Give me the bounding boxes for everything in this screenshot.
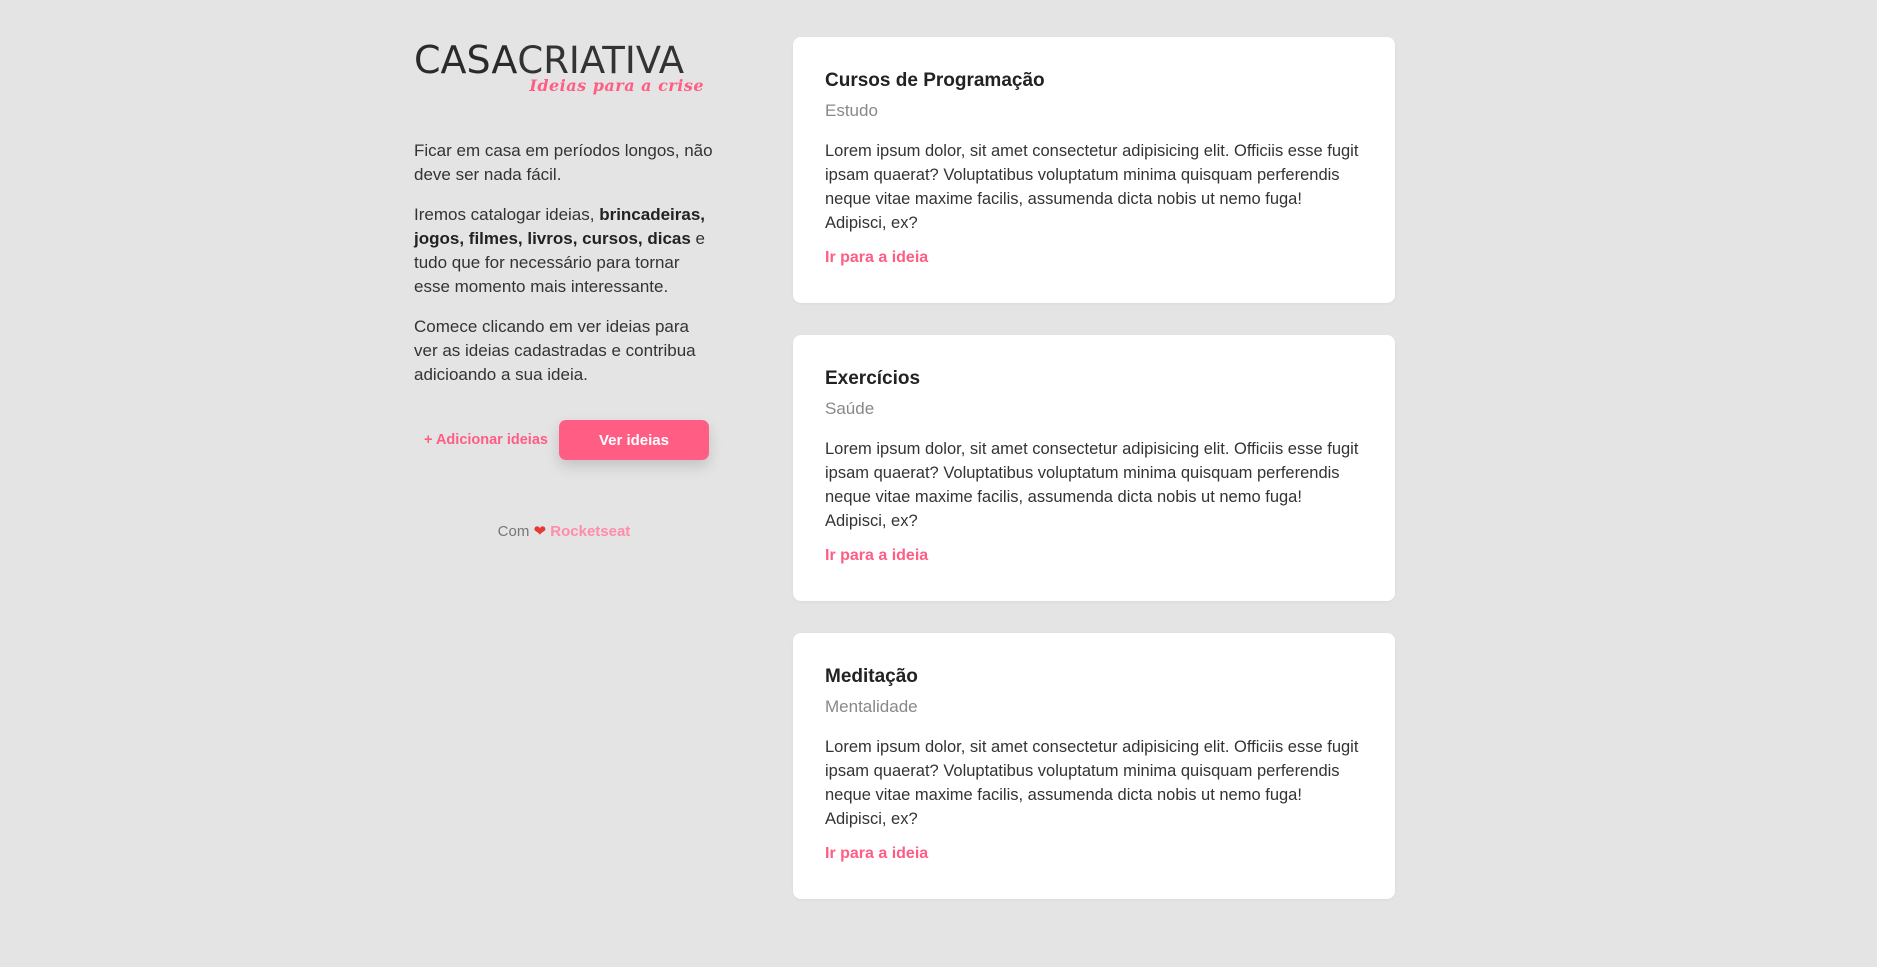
idea-category: Mentalidade [825, 697, 918, 716]
idea-title: Meditação [825, 666, 918, 687]
actions [424, 420, 714, 460]
add-idea-link[interactable]: + Adicionar ideias [424, 432, 548, 448]
heart-icon: ❤ [533, 523, 547, 540]
idea-card [793, 37, 1395, 303]
footer [414, 522, 714, 540]
intro-paragraph-1: Ficar em casa em períodos longos, não deve ser nada fácil. [414, 141, 713, 184]
intro-p2-start: Iremos catalogar ideias, [414, 205, 600, 224]
idea-card [793, 633, 1395, 899]
idea-description: Lorem ipsum dolor, sit amet consectetur adipisicing elit. Officiis esse fugit ipsam quaerat? Voluptatibus voluptatum minima quisquam perferendis neque vitae maxime facilis, assumenda dicta nobis ut nemo fuga! Adipisci, ex? [825, 738, 1359, 828]
intro-paragraph-2 [414, 203, 714, 299]
idea-title: Cursos de Programação [825, 70, 1045, 91]
rocketseat-link[interactable]: Rocketseat [550, 523, 631, 540]
intro-p2-end: e tudo que for necessário para tornar esse momento mais interessante. [414, 229, 706, 296]
logo [414, 38, 706, 102]
idea-title: Exercícios [825, 368, 921, 389]
intro-p2-bold: brincadeiras, jogos, filmes, livros, cursos, dicas [414, 205, 706, 248]
logo-criativa: CRIATIVA [517, 39, 685, 82]
idea-card [793, 335, 1395, 601]
idea-category: Saúde [825, 399, 875, 418]
logo-tagline: Ideias para a crise [529, 76, 704, 95]
idea-link[interactable]: Ir para a ideia [825, 547, 929, 564]
ideas-list [793, 37, 1395, 931]
logo-casa: CASA [414, 38, 518, 82]
intro-text [414, 139, 714, 387]
sidebar [414, 38, 714, 540]
idea-category: Estudo [825, 101, 878, 120]
idea-link[interactable]: Ir para a ideia [825, 845, 929, 862]
intro-paragraph-3: Comece clicando em ver ideias para ver as ideias cadastradas e contribua adicioando a sua ideia. [414, 317, 696, 384]
idea-description: Lorem ipsum dolor, sit amet consectetur adipisicing elit. Officiis esse fugit ipsam quaerat? Voluptatibus voluptatum minima quisquam perferendis neque vitae maxime facilis, assumenda dicta nobis ut nemo fuga! Adipisci, ex? [825, 440, 1359, 530]
idea-link[interactable]: Ir para a ideia [825, 249, 929, 266]
footer-prefix: Com [497, 523, 530, 540]
view-ideas-button[interactable]: Ver ideias [559, 420, 709, 460]
idea-description: Lorem ipsum dolor, sit amet consectetur adipisicing elit. Officiis esse fugit ipsam quaerat? Voluptatibus voluptatum minima quisquam perferendis neque vitae maxime facilis, assumenda dicta nobis ut nemo fuga! Adipisci, ex? [825, 142, 1359, 232]
